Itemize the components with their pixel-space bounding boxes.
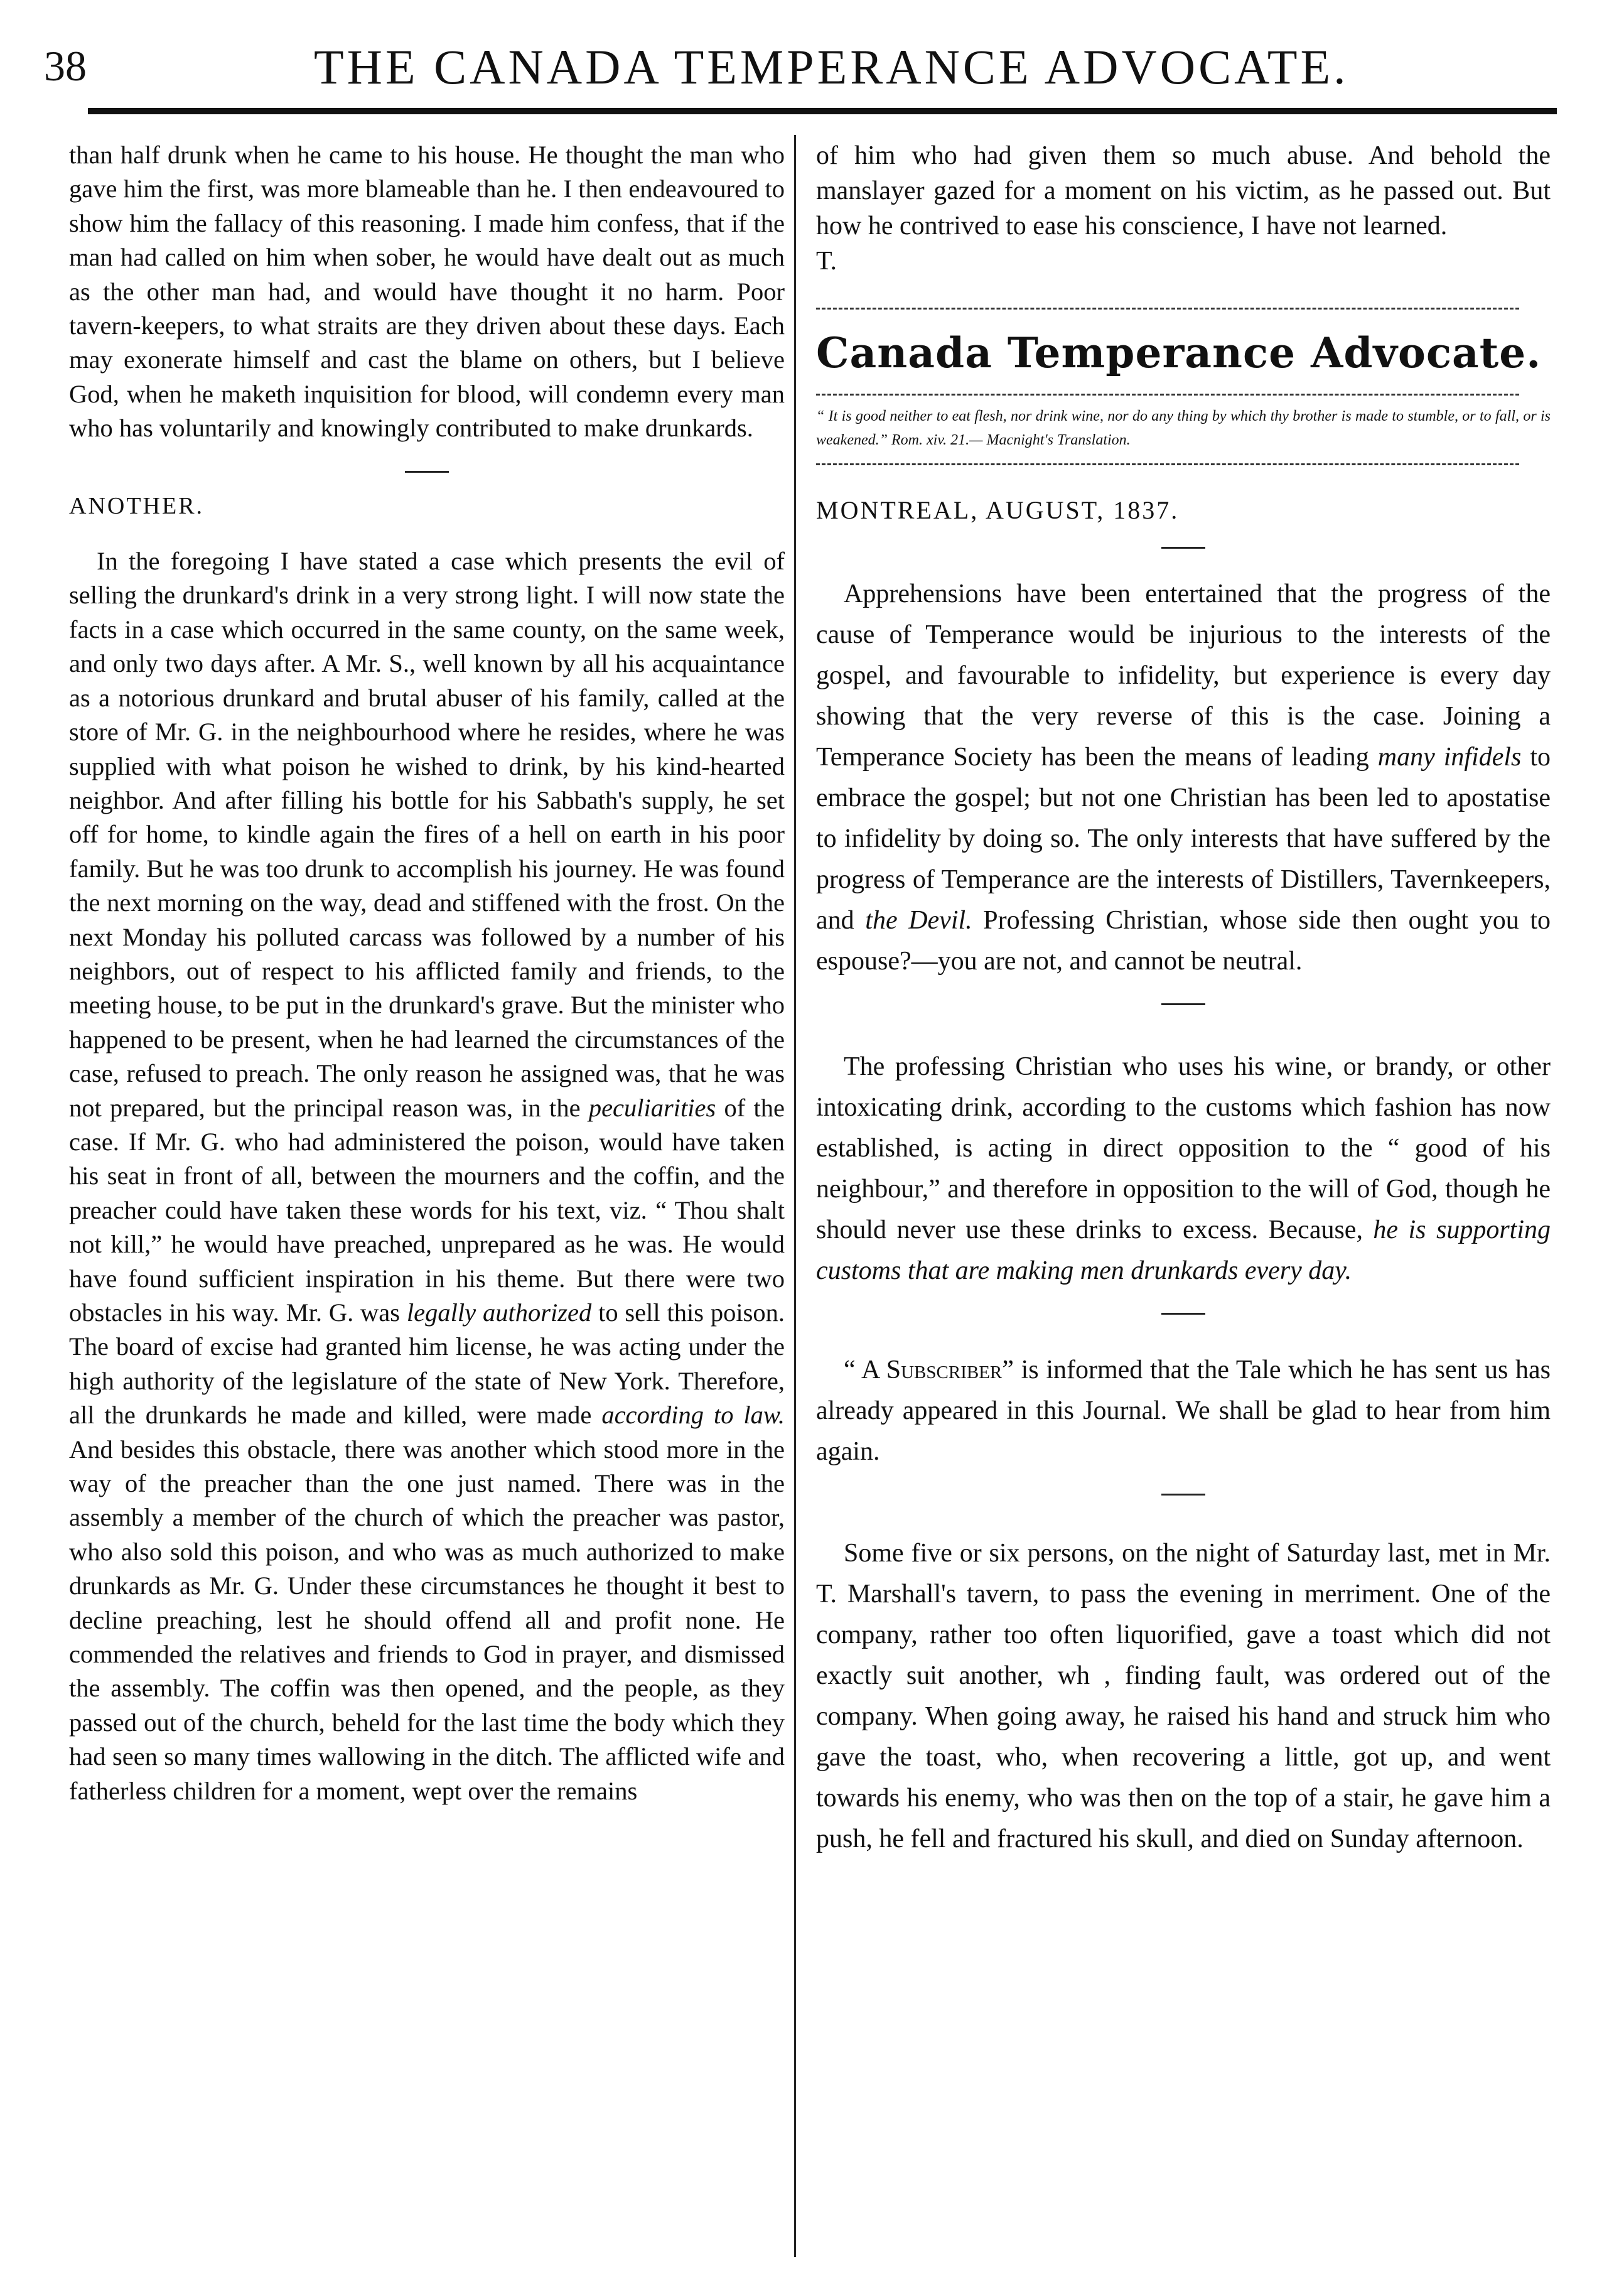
article-text: of the case. If Mr. G. who had administered the poison, would have taken his seat in front of all, between the mourners and the coffin, and the preacher could have taken these words for his text, viz. “ Thou shalt not kill,” he would have preached, unprepared as he was. He would have found sufficient inspiration in his theme. But there were two obstacles in his way. Mr. G. was [69,1093,785,1327]
notice-subscriber: Subscriber [886,1356,1003,1384]
masthead-middle-rule [816,394,1519,396]
continued-paragraph [816,138,1551,244]
emphasis-text: he is supporting customs that are making men drunkards every day. [816,1215,1551,1285]
emphasis-text: according to law. [601,1401,785,1430]
section-heading: ANOTHER. [69,492,205,519]
page-number: 38 [44,42,87,90]
article-text: And besides this obstacle, there was another which stood more in the way of the preacher than the one just named. There was in the assembly a member of the church of which the preacher was pastor, who also sold this poison, and who was as much authorized to make drunkards as Mr. G. Under these circumstances he thought it best to decline preaching, lest he should offend all and profit none. He commended the relatives and friends to God in prayer, and dismissed the assembly. The coffin was then opened, and the people, as they passed out of the church, beheld for the last time the body which they had seen so many times wallowing in the ditch. The afflicted wife and fatherless children for a moment, wept over the remains [69,1435,785,1805]
masthead-top-rule [816,308,1519,310]
article-text: ” is informed that the Tale which he has sent us has already appeared in this Journal. We shall be glad to hear from him again. [816,1356,1551,1466]
left-column [69,138,785,1808]
news-paragraph: Some five or six persons, on the night of Saturday last, met in Mr. T. Marshall's tavern, to pass the evening in merriment. One of the company, rather too often liquorified, gave a toast which did not exactly suit another, wh , finding fault, was ordered out of the company. When going away, he raised his hand and struck him who gave the toast, who, when recovering a little, got up, and went towards his enemy, who was then on the top of a stair, he gave him a push, he fell and fractured his skull, and died on Sunday afternoon. [816,1539,1551,1853]
masthead-bottom-rule [816,463,1519,465]
section-divider [405,471,449,473]
continued-paragraph: than half drunk when he came to his house. He thought the man who gave him the first, was more blameable than he. I then endeavoured to show him the fallacy of this reasoning. I made him confess, that if the man had called on him when sober, he would have dealt out as much as the other man had, and would have thought it no harm. Poor tavern-keepers, to what straits are they driven about these days. Each may exonerate himself and cast the blame on others, but I believe God, when he maketh inquisition for blood, will condemn every man who has voluntarily and knowingly contributed to make drunkards. [69,141,785,443]
article-text: Apprehensions have been entertained that the progress of the cause of Temperance would be injurious to the interests of the gospel, and favourable to infidelity, but experience is every day showing that the very reverse of this is the case. Joining a Temperance Society has been the means of leading [816,579,1551,772]
notice-paragraph [816,1350,1551,1472]
right-column [816,138,1551,1860]
signature: T. [816,247,837,276]
editorial-paragraph [816,1047,1551,1291]
epigraph: “ It is good neither to eat flesh, nor drink wine, nor do any thing by which thy brother is made to stumble, or to fall, or is weakened.” Rom. xiv. 21.— Macnight's Translation. [816,408,1551,448]
article-text: The professing Christian who uses his wine, or brandy, or other intoxicating drink, according to the customs which fashion has now established, is acting in direct opposition to the “ good of his neighbour,” and therefore in opposition to the will of God, though he should never use these drinks to excess. Because, [816,1052,1551,1244]
section-divider [1161,1313,1205,1315]
page-header [44,39,1582,108]
dateline: MONTREAL, AUGUST, 1837. [816,496,1180,524]
emphasis-text: the Devil. [865,906,972,935]
emphasis-text: peculiarities [588,1093,716,1122]
article-text: of him who had given them so much abuse. And behold the manslayer gazed for a moment on his victim, as he passed out. But how he contrived to ease his conscience, I have not learned. [816,141,1551,240]
section-divider [1161,1494,1205,1496]
article-text: Professing Christian, whose side then ought you to espouse?—you are not, and cannot be neutral. [816,906,1551,976]
header-rule [88,108,1557,114]
article-text: to embrace the gospel; but not one Christian has been led to apostatise to infidelity by doing so. The only interests that have suffered by the progress of Temperance are the interests of Distillers, Tavernkeepers, and [816,743,1551,935]
editorial-paragraph [816,574,1551,982]
article-text: to sell this poison. The board of excise had granted him license, he was acting under the high authority of the legislature of the state of New York. Therefore, all the drunkards he made and killed, were made [69,1298,785,1430]
running-title: THE CANADA TEMPERANCE ADVOCATE. [314,40,1349,94]
section-divider [1161,547,1205,549]
section-divider [1161,1003,1205,1005]
emphasis-text: legally authorized [406,1298,592,1327]
notice-open: “ A [844,1356,879,1384]
column-divider [794,135,796,2257]
article-paragraph [69,544,785,1808]
emphasis-text: many infidels [1377,743,1522,772]
article-text: In the foregoing I have stated a case which presents the evil of selling the drunkard's drink in a very strong light. I will now state the facts in a case which occurred in the same county, on the same week, and only two days after. A Mr. S., well known by all his acquaintance as a notorious drunkard and brutal abuser of his family, called at the store of Mr. G. in the neighbourhood where he resides, where he was supplied with what poison he wished to drink, by his kind-hearted neighbor. And after filling his bottle for his Sabbath's supply, he set off for home, to kindle again the fires of a hell on earth in his poor family. But he was too drunk to accomplish his journey. He was found the next morning on the way, dead and stiffened with the frost. On the next Monday his polluted carcass was followed by a number of his neighbors, out of respect to his afflicted family and friends, to the meeting house, to be put in the drunkard's grave. But the minister who happened to be present, when he had learned the circumstances of the case, refused to preach. The only reason he assigned was, that he was not prepared, but the principal reason was, in the [69,547,785,1122]
masthead: Canada Temperance Advocate. [816,328,1542,377]
